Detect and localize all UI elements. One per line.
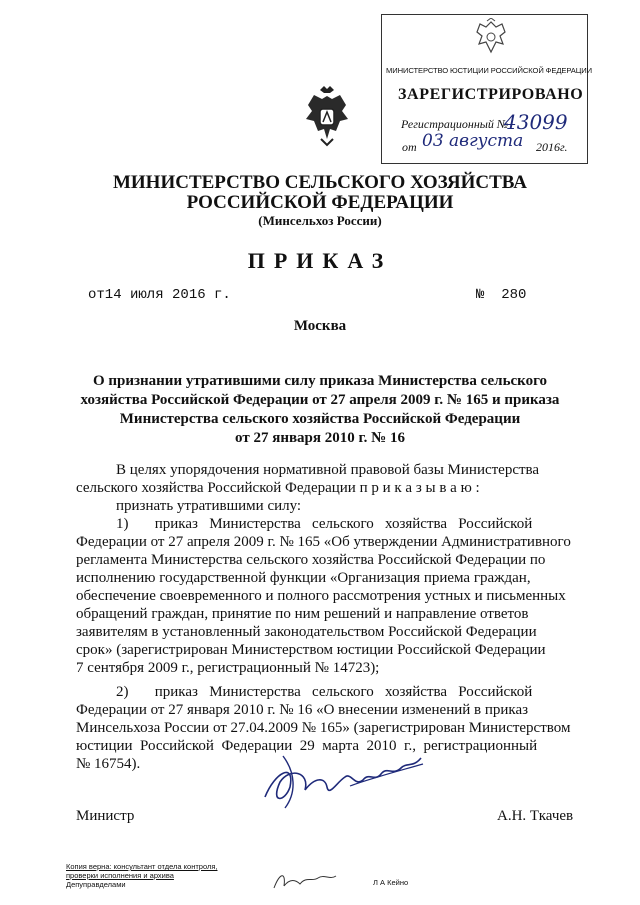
list-item-2-line: юстиции Российской Федерации 29 марта 2010 г., регистрационный: [76, 738, 538, 754]
list-item-1-line: исполнению государственной функции «Организация приема граждан,: [76, 570, 531, 586]
order-city: Москва: [293, 318, 347, 334]
copy-certifier-name: Л А Кейно: [373, 878, 409, 887]
signer-title: Министр: [76, 808, 135, 824]
copy-certification-line: Депуправделами: [66, 880, 126, 889]
list-item-1-line: срок» (зарегистрирован Министерством юстиции Российской Федерации: [76, 642, 546, 658]
list-item-2-line: 2) приказ Министерства сельского хозяйства Российской: [116, 684, 533, 700]
stamp-registered-title: ЗАРЕГИСТРИРОВАНО: [398, 86, 584, 103]
stamp-date-label: от: [402, 140, 417, 154]
list-item-2-line: Федерации от 27 января 2010 г. № 16 «О внесении изменений в приказ: [76, 702, 529, 718]
stamp-ministry-label: МИНИСТЕРСТВО ЮСТИЦИИ РОССИЙСКОЙ ФЕДЕРАЦИИ: [386, 66, 592, 75]
list-item-2-line: № 16754).: [76, 756, 141, 772]
list-item-1-line: 7 сентября 2009 г., регистрационный № 14723);: [76, 660, 380, 676]
stamp-coat-of-arms-icon: [474, 18, 508, 58]
handwritten-signature: [255, 742, 430, 814]
body-line: признать утратившими силу:: [116, 498, 302, 514]
order-number: № 280: [476, 287, 527, 303]
list-item-1-line: заявителям в установленный законодательством Российской Федерации: [76, 624, 537, 640]
list-item-1-line: обращений граждан, принятие по ним решений и направление ответов: [76, 606, 529, 622]
heading-line: Министерства сельского хозяйства Российской Федерации: [119, 411, 521, 427]
ministry-short-name: (Минсельхоз России): [258, 213, 382, 228]
stamp-registration-number-label: Регистрационный №: [401, 117, 509, 131]
coat-of-arms-icon: [302, 85, 352, 151]
body-line: сельского хозяйства Российской Федерации п р и к а з ы в а ю :: [76, 480, 480, 496]
heading-line: хозяйства Российской Федерации от 27 апреля 2009 г. № 165 и приказа: [80, 392, 560, 408]
heading-line: от 27 января 2010 г. № 16: [235, 430, 405, 446]
copy-certification-line: проверки исполнения и архива: [66, 871, 174, 880]
copy-signature: [270, 868, 340, 894]
list-item-2-line: Минсельхоза России от 27.04.2009 № 165» (зарегистрирован Министерством: [76, 720, 571, 736]
ministry-name-line2: РОССИЙСКОЙ ФЕДЕРАЦИИ: [186, 192, 454, 213]
signer-name: А.Н. Ткачев: [497, 808, 574, 824]
copy-certification-line: Копия верна: консультант отдела контроля,: [66, 862, 218, 871]
list-item-1-line: регламента Министерства сельского хозяйства Российской Федерации по: [76, 552, 546, 568]
body-line: В целях упорядочения нормативной правовой базы Министерства: [116, 462, 540, 478]
stamp-registration-number-value: 43099: [504, 110, 568, 134]
heading-line: О признании утратившими силу приказа Министерства сельского: [92, 373, 548, 389]
copy-certification: [66, 862, 218, 889]
stamp-date-year: 2016г.: [536, 140, 568, 154]
stamp-date-value: 03 августа: [422, 131, 524, 151]
order-date: от14 июля 2016 г.: [88, 287, 231, 303]
list-item-1-line: Федерации от 27 апреля 2009 г. № 165 «Об утверждении Административного: [76, 534, 571, 550]
ministry-name-line1: МИНИСТЕРСТВО СЕЛЬСКОГО ХОЗЯЙСТВА: [112, 172, 528, 193]
order-title: ПРИКАЗ: [247, 248, 393, 273]
list-item-1-line: 1) приказ Министерства сельского хозяйства Российской: [116, 516, 533, 532]
list-item-1-line: обеспечение своевременного и полного рассмотрения устных и письменных: [76, 588, 566, 604]
